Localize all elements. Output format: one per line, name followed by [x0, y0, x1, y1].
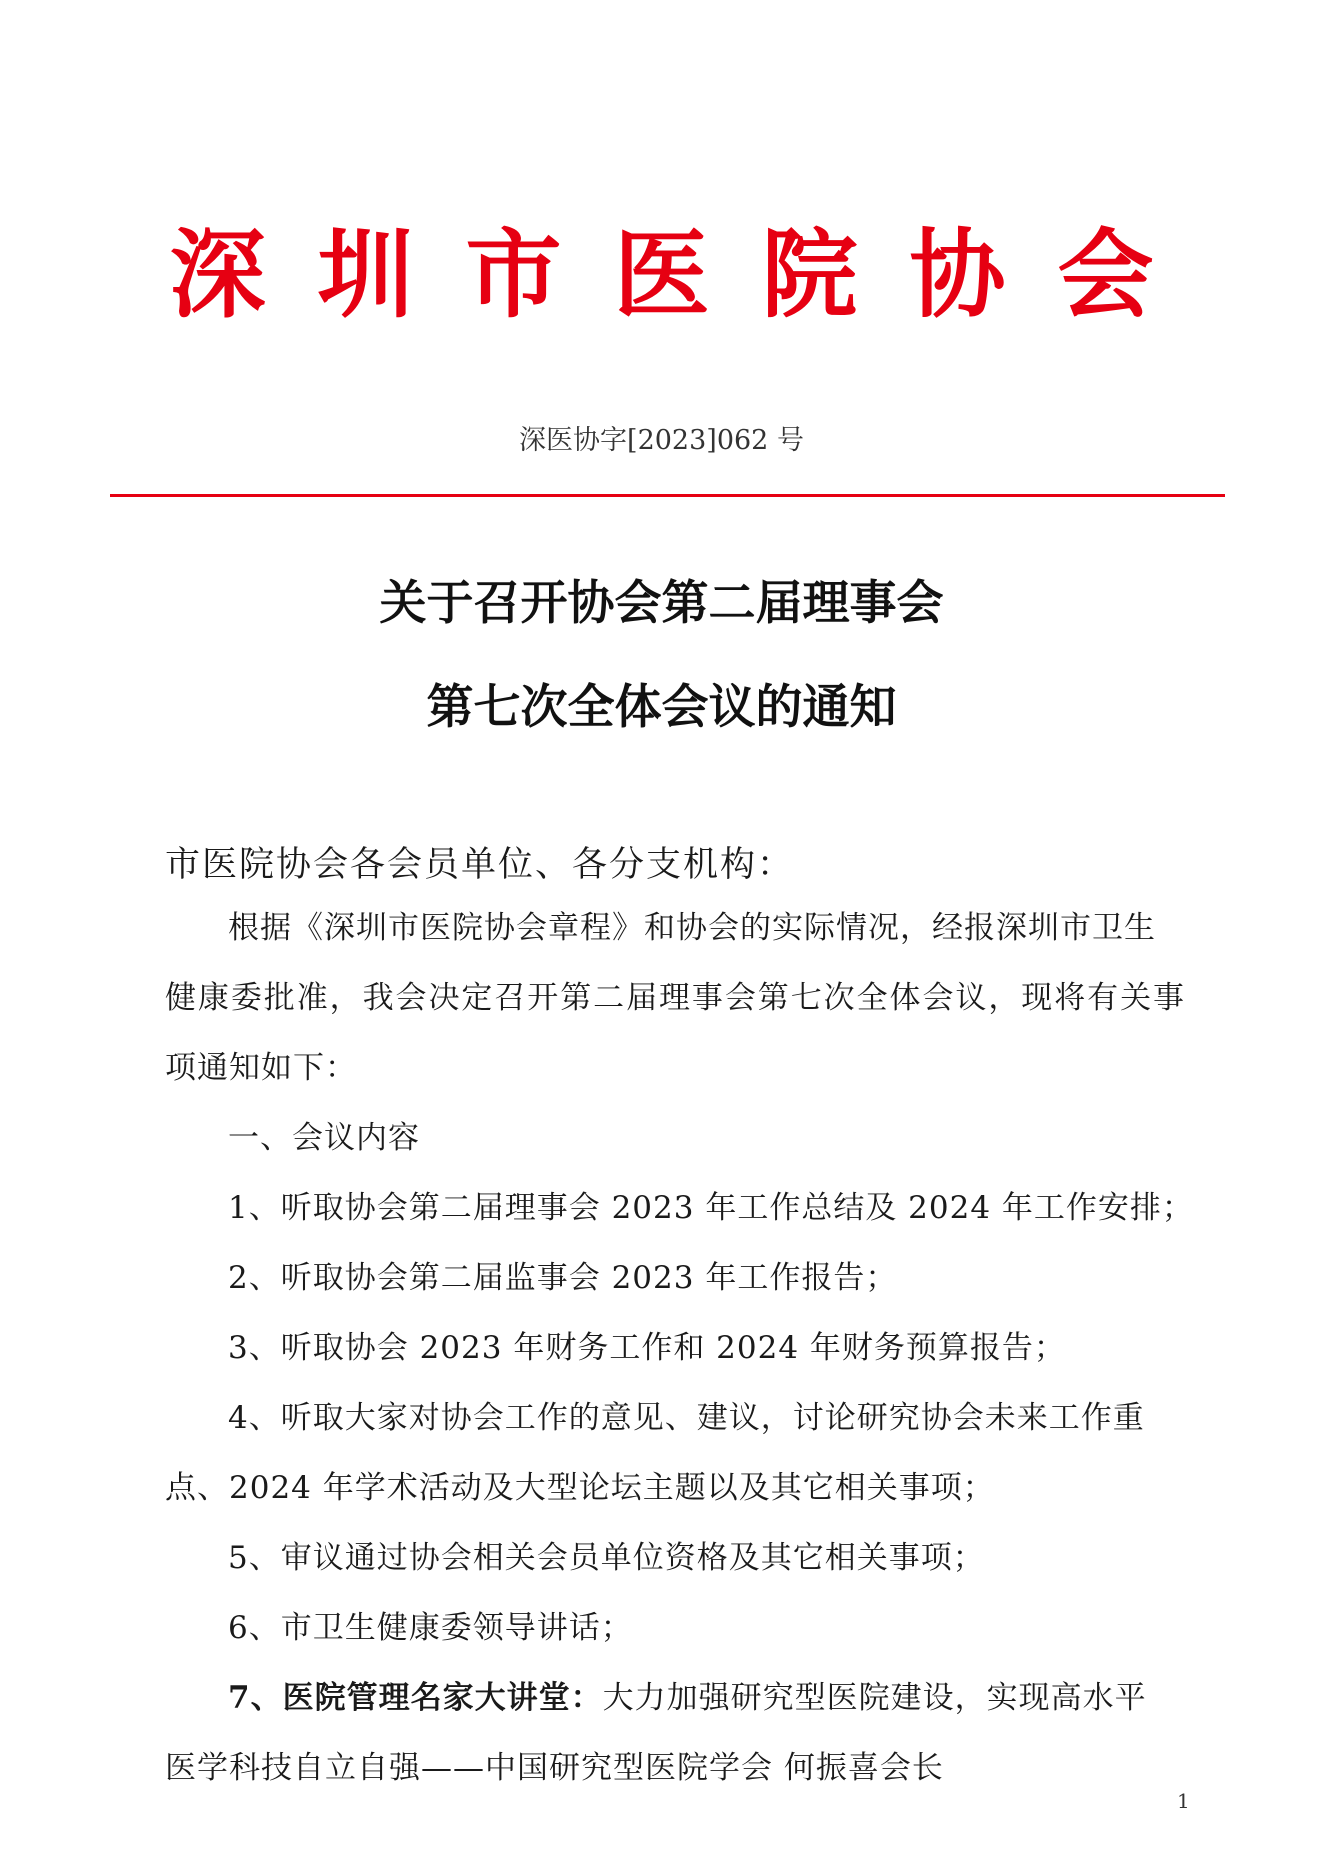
intro-line-3: 项通知如下：: [165, 1050, 357, 1086]
intro-line-2: 健康委批准，我会决定召开第二届理事会第七次全体会议，现将有关事: [165, 980, 1185, 1016]
document-number: 深医协字[2023]062 号: [519, 425, 804, 456]
page-number: 1: [1177, 1789, 1190, 1813]
agenda-item-4-line-1: 4、听取大家对协会工作的意见、建议，讨论研究协会未来工作重: [228, 1400, 1145, 1436]
agenda-item-1: 1、听取协会第二届理事会 2023 年工作总结及 2024 年工作安排；: [228, 1190, 1194, 1226]
agenda-item-7-label: 7、医院管理名家大讲堂：: [228, 1680, 603, 1716]
masthead-title: 深圳市医院协会: [169, 219, 1206, 331]
agenda-item-7-line-2: 医学科技自立自强——中国研究型医院学会 何振喜会长: [165, 1750, 944, 1786]
agenda-item-2: 2、听取协会第二届监事会 2023 年工作报告；: [228, 1260, 898, 1296]
agenda-item-7-line-1: [228, 1678, 1147, 1718]
section-heading: 一、会议内容: [228, 1120, 420, 1156]
agenda-item-6: 6、市卫生健康委领导讲话；: [228, 1610, 633, 1646]
notice-title-line-1: 关于召开协会第二届理事会: [379, 576, 944, 631]
salutation: 市医院协会各会员单位、各分支机构：: [165, 845, 795, 885]
intro-line-1: 根据《深圳市医院协会章程》和协会的实际情况，经报深圳市卫生: [228, 910, 1156, 946]
notice-title-line-2: 第七次全体会议的通知: [426, 680, 897, 735]
red-divider: [110, 494, 1225, 497]
agenda-item-7-text: 大力加强研究型医院建设，实现高水平: [602, 1680, 1147, 1716]
agenda-item-5: 5、审议通过协会相关会员单位资格及其它相关事项；: [228, 1540, 985, 1576]
agenda-item-4-line-2: 点、2024 年学术活动及大型论坛主题以及其它相关事项；: [165, 1470, 995, 1506]
agenda-item-3: 3、听取协会 2023 年财务工作和 2024 年财务预算报告；: [228, 1330, 1066, 1366]
